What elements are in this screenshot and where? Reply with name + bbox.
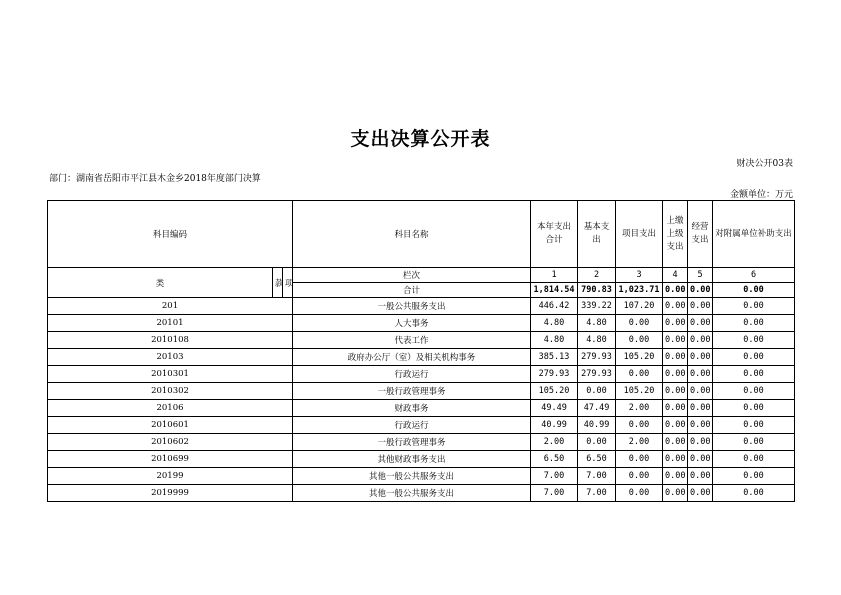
row-value: 0.00 [713,383,795,400]
row-code: 2010301 [48,366,293,383]
row-value: 0.00 [713,485,795,502]
header-kuan: 款 [273,268,283,298]
col-number: 4 [663,268,688,283]
row-value: 0.00 [616,451,663,468]
total-cell: 0.00 [713,283,795,298]
header-upper: 上缴上级支出 [663,201,688,268]
table-row [48,332,795,349]
col-number: 2 [578,268,616,283]
row-value: 339.22 [578,298,616,315]
row-code: 2010302 [48,383,293,400]
row-value: 0.00 [616,366,663,383]
row-value: 2.00 [616,400,663,417]
row-value: 0.00 [663,434,688,451]
row-value: 4.80 [531,332,578,349]
row-name: 行政运行 [293,366,531,383]
department-label: 部门：湖南省岳阳市平江县木金乡2018年度部门决算 [49,174,261,184]
row-value: 40.99 [531,417,578,434]
row-value: 0.00 [713,451,795,468]
row-value: 49.49 [531,400,578,417]
row-value: 7.00 [531,468,578,485]
total-cell: 1,814.54 [531,283,578,298]
row-value: 0.00 [688,468,713,485]
row-code: 2010602 [48,434,293,451]
header-xiang: 项 [283,268,293,298]
header-project: 项目支出 [616,201,663,268]
row-name: 行政运行 [293,417,531,434]
table-row [48,485,795,502]
row-code: 201 [48,298,293,315]
row-value: 0.00 [688,349,713,366]
row-value: 0.00 [713,315,795,332]
row-code: 2010699 [48,451,293,468]
row-name: 一般公共服务支出 [293,298,531,315]
row-value: 6.50 [578,451,616,468]
row-value: 0.00 [616,485,663,502]
row-value: 0.00 [688,315,713,332]
row-value: 2.00 [616,434,663,451]
row-name: 一般行政管理事务 [293,383,531,400]
col-number: 3 [616,268,663,283]
table-row [48,451,795,468]
total-cell: 0.00 [663,283,688,298]
row-value: 7.00 [578,468,616,485]
row-value: 0.00 [578,383,616,400]
row-value: 0.00 [688,383,713,400]
header-basic: 基本支出 [578,201,616,268]
row-name: 人大事务 [293,315,531,332]
row-value: 105.20 [616,383,663,400]
row-code: 2010108 [48,332,293,349]
row-value: 107.20 [616,298,663,315]
row-value: 105.20 [531,383,578,400]
table-row [48,417,795,434]
row-value: 0.00 [663,383,688,400]
row-value: 0.00 [663,298,688,315]
row-value: 7.00 [531,485,578,502]
row-value: 446.42 [531,298,578,315]
header-name: 科目名称 [293,201,531,268]
row-value: 0.00 [663,332,688,349]
row-value: 47.49 [578,400,616,417]
row-value: 0.00 [713,417,795,434]
row-name: 其他一般公共服务支出 [293,468,531,485]
table-row [48,315,795,332]
row-value: 0.00 [688,417,713,434]
row-value: 0.00 [616,332,663,349]
row-value: 6.50 [531,451,578,468]
row-value: 0.00 [713,400,795,417]
row-value: 0.00 [713,366,795,383]
row-value: 0.00 [663,315,688,332]
form-number: 财决公开03表 [736,159,793,169]
row-value: 0.00 [663,366,688,383]
row-value: 0.00 [616,315,663,332]
header-code: 科目编码 [48,201,293,268]
row-value: 0.00 [663,417,688,434]
row-value: 0.00 [688,400,713,417]
table-row [48,400,795,417]
row-value: 4.80 [578,315,616,332]
row-value: 279.93 [531,366,578,383]
col-number: 6 [713,268,795,283]
row-name: 一般行政管理事务 [293,434,531,451]
table-row [48,468,795,485]
total-cell: 0.00 [688,283,713,298]
row-value: 0.00 [663,485,688,502]
row-name: 政府办公厅（室）及相关机构事务 [293,349,531,366]
col-number: 5 [688,268,713,283]
row-code: 2019999 [48,485,293,502]
row-value: 385.13 [531,349,578,366]
row-code: 20106 [48,400,293,417]
page-title: 支出决算公开表 [350,128,491,150]
header-total: 本年支出合计 [531,201,578,268]
row-value: 0.00 [713,332,795,349]
row-value: 0.00 [713,434,795,451]
table-row [48,434,795,451]
row-value: 0.00 [663,400,688,417]
row-code: 20101 [48,315,293,332]
header-row [48,201,795,268]
row-value: 0.00 [713,298,795,315]
row-value: 4.80 [531,315,578,332]
row-value: 105.20 [616,349,663,366]
row-code: 20199 [48,468,293,485]
row-value: 0.00 [713,468,795,485]
row-name: 其他财政事务支出 [293,451,531,468]
row-value: 0.00 [688,298,713,315]
row-value: 2.00 [531,434,578,451]
header-subsidy: 对附属单位补助支出 [713,201,795,268]
col-number: 1 [531,268,578,283]
row-value: 0.00 [688,366,713,383]
row-value: 0.00 [616,417,663,434]
unit-label: 金额单位：万元 [729,190,793,200]
row-code: 2010601 [48,417,293,434]
row-value: 0.00 [688,332,713,349]
expenditure-table [47,200,795,502]
row-value: 0.00 [663,468,688,485]
total-cell: 790.83 [578,283,616,298]
row-value: 0.00 [688,451,713,468]
row-name: 代表工作 [293,332,531,349]
table-row [48,366,795,383]
row-value: 279.93 [578,366,616,383]
total-cell: 1,023.71 [616,283,663,298]
row-name: 其他一般公共服务支出 [293,485,531,502]
table-row [48,298,795,315]
header-lei: 类 [48,268,273,298]
row-code: 20103 [48,349,293,366]
row-value: 0.00 [616,468,663,485]
row-value: 0.00 [713,349,795,366]
table-row [48,349,795,366]
table-row [48,383,795,400]
row-value: 4.80 [578,332,616,349]
header-lanci: 栏次 [293,268,531,283]
row-value: 40.99 [578,417,616,434]
row-value: 0.00 [688,434,713,451]
row-value: 0.00 [578,434,616,451]
row-value: 7.00 [578,485,616,502]
row-name: 财政事务 [293,400,531,417]
column-number-row [48,268,795,283]
row-value: 0.00 [688,485,713,502]
row-value: 0.00 [663,349,688,366]
row-value: 279.93 [578,349,616,366]
row-value: 0.00 [663,451,688,468]
total-label: 合计 [293,283,531,298]
header-business: 经营支出 [688,201,713,268]
